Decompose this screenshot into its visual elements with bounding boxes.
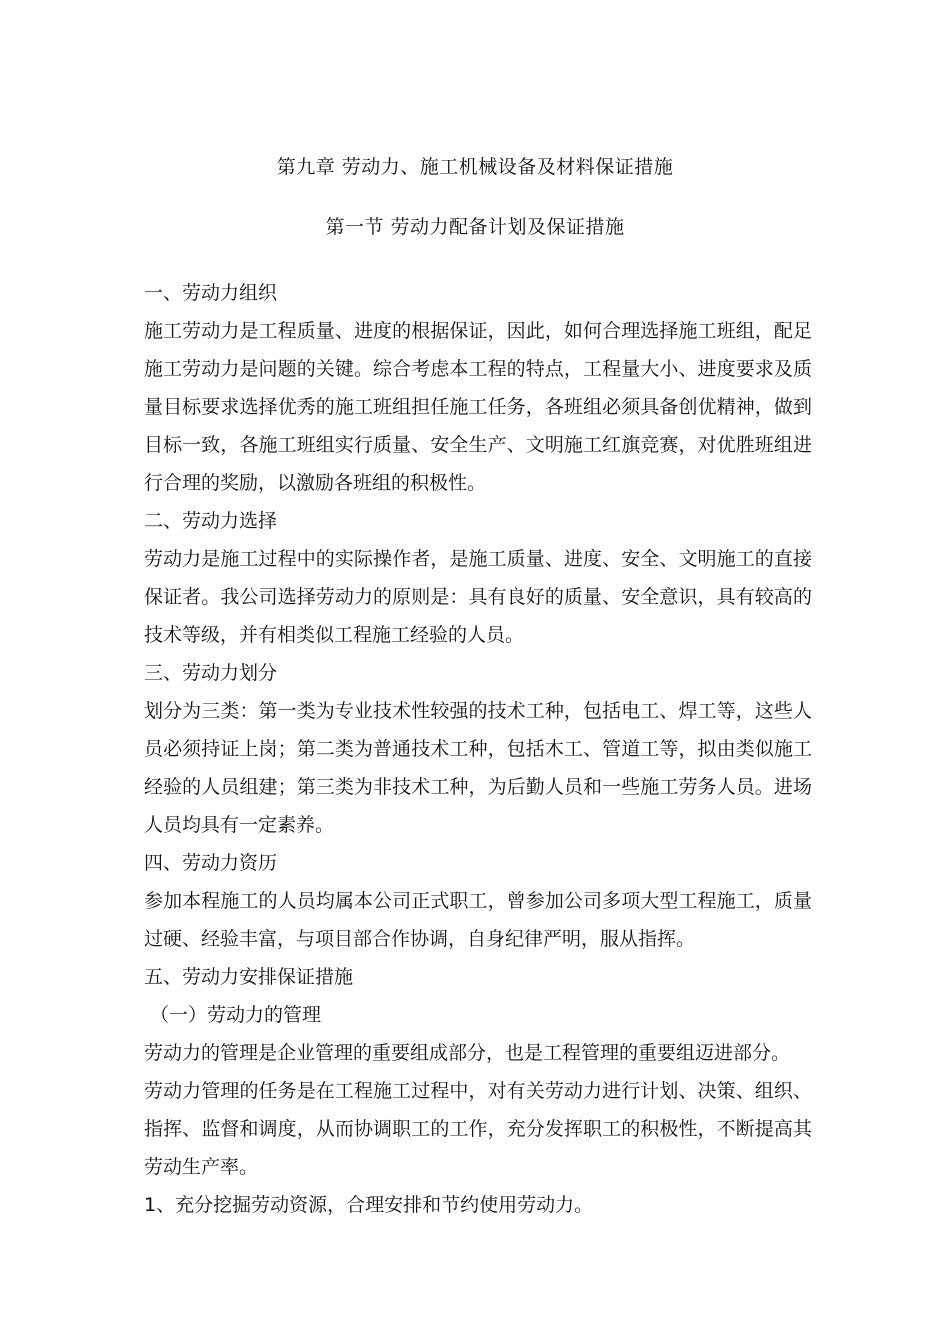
paragraph-labor-division: 划分为三类：第一类为专业技术性较强的技术工种，包括电工、焊工等，这些人员必须持证上岗；第二类为普通技术工种，包括木工、管道工等，拟由类似施工经验的人员组建；第三类为非技术工种，为后勤人员和一些施工劳务人员。进场人员均具有一定素养。 [144,700,812,836]
heading-labor-selection: 二、劳动力选择 [144,510,278,532]
document-body [144,274,812,1224]
paragraph-item-1: 1、充分挖掘劳动资源，合理安排和节约使用劳动力。 [144,1194,594,1216]
subheading-labor-management: （一）劳动力的管理 [150,1004,322,1026]
heading-labor-arrangement: 五、劳动力安排保证措施 [144,966,354,988]
paragraph-labor-management: 劳动力的管理是企业管理的重要组成部分，也是工程管理的重要组迈进部分。 [144,1042,791,1064]
heading-labor-qualification: 四、劳动力资历 [144,852,278,874]
chapter-title: 第九章 劳动力、施工机械设备及材料保证措施 [276,156,674,178]
paragraph-labor-management-task: 劳动力管理的任务是在工程施工过程中，对有关劳动力进行计划、决策、组织、指挥、监督和调度，从而协调职工的工作，充分发挥职工的积极性，不断提高其劳动生产率。 [144,1080,812,1178]
paragraph-labor-organization: 施工劳动力是工程质量、进度的根据保证，因此，如何合理选择施工班组，配足施工劳动力是问题的关键。综合考虑本工程的特点，工程量大小、进度要求及质量目标要求选择优秀的施工班组担任施工任务，各班组必须具备创优精神，做到目标一致，各施工班组实行质量、安全生产、文明施工红旗竞赛，对优胜班组进行合理的奖励，以激励各班组的积极性。 [144,320,812,494]
section-title: 第一节 劳动力配备计划及保证措施 [325,216,625,238]
heading-labor-division: 三、劳动力划分 [144,662,278,684]
paragraph-labor-qualification: 参加本程施工的人员均属本公司正式职工，曾参加公司多项大型工程施工，质量过硬、经验丰富，与项目部合作协调，自身纪律严明，服从指挥。 [144,890,812,950]
heading-labor-organization: 一、劳动力组织 [144,282,278,304]
paragraph-labor-selection: 劳动力是施工过程中的实际操作者，是施工质量、进度、安全、文明施工的直接保证者。我公司选择劳动力的原则是：具有良好的质量、安全意识，具有较高的技术等级，并有相类似工程施工经验的人员。 [144,548,812,646]
